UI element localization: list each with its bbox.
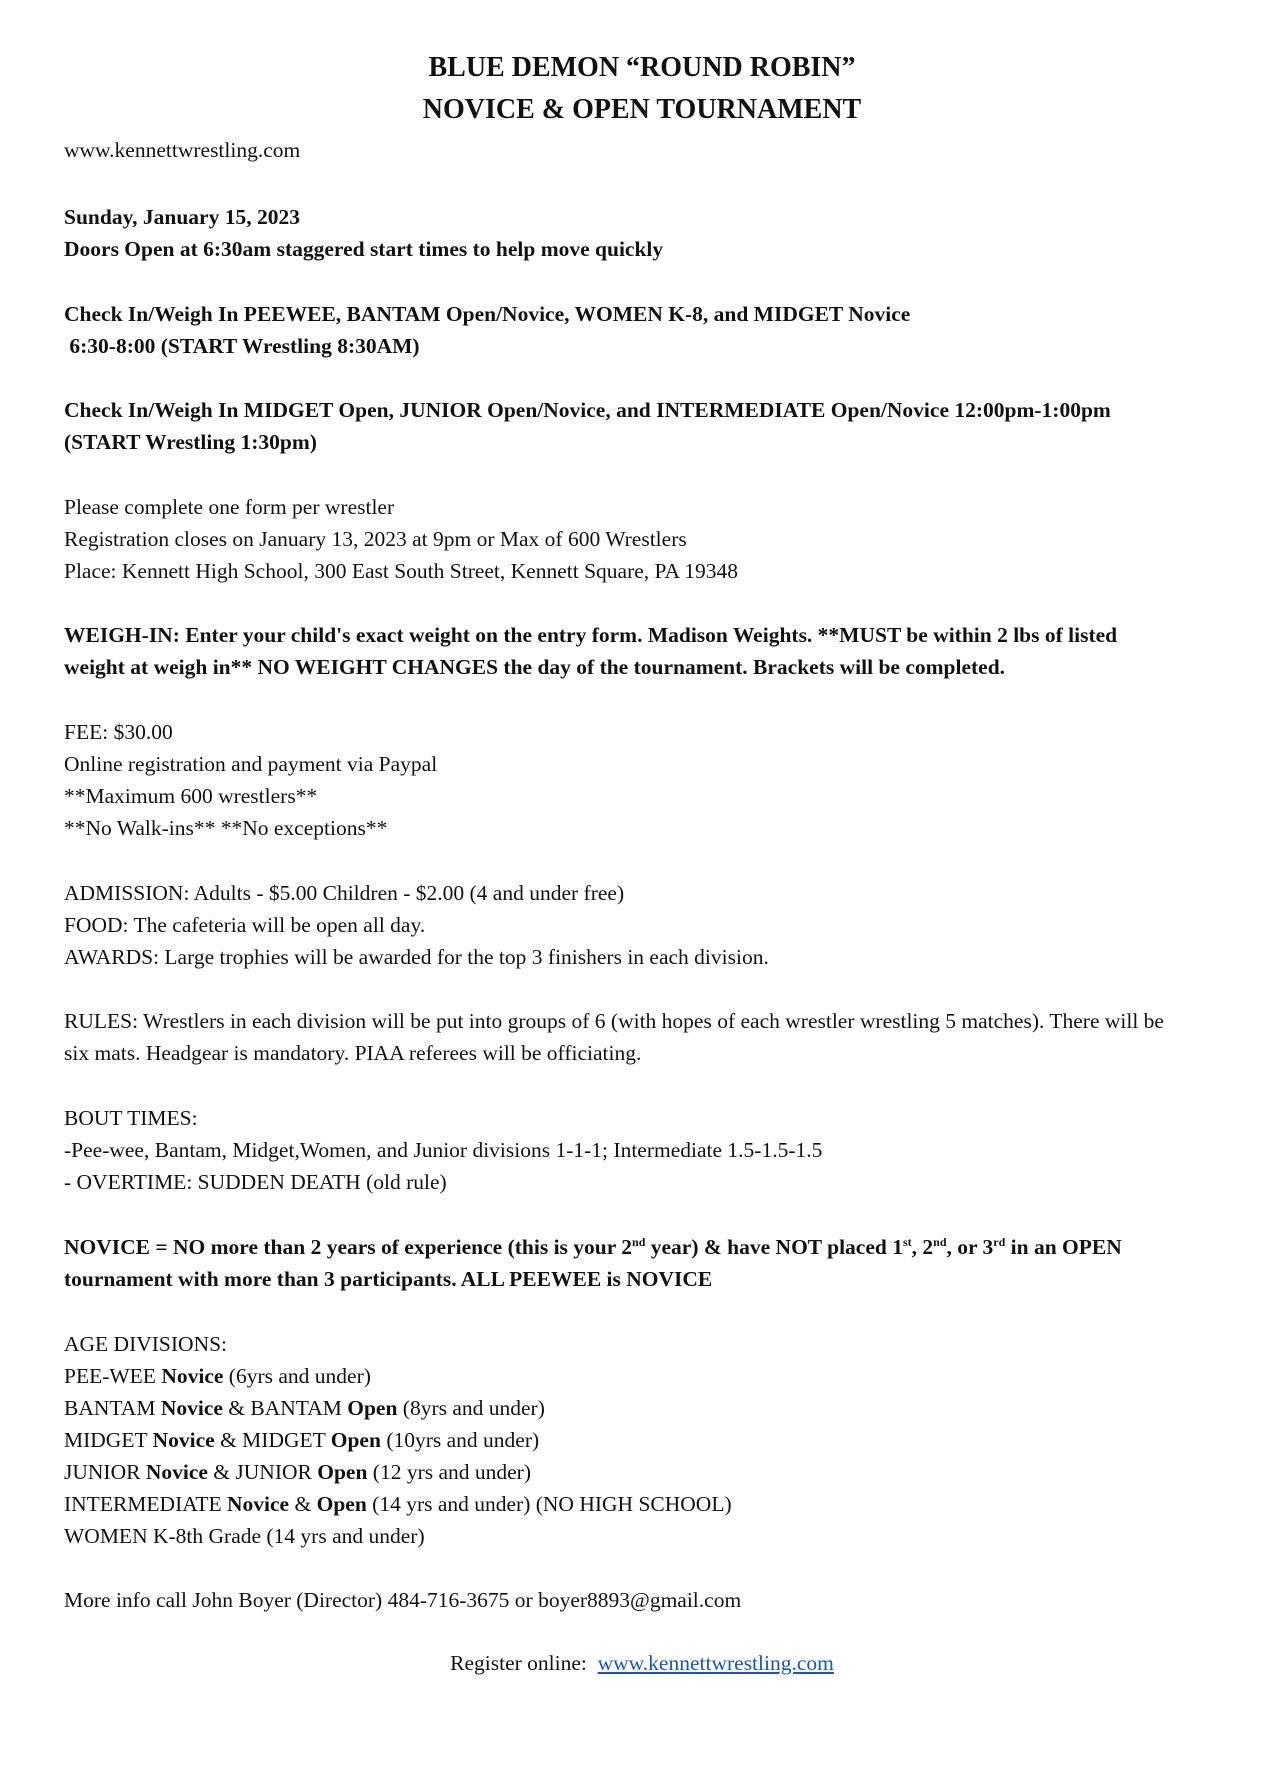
bout-times-title: BOUT TIMES: [64,1106,198,1130]
title-line-1: BLUE DEMON “ROUND ROBIN” [428,52,856,83]
novice-text-part: year) & have NOT placed 1 [645,1235,903,1259]
fee-online-text: Online registration and payment via Paypal [64,752,438,776]
fee-no-walkins-text: **No Walk-ins** **No exceptions** [64,816,388,840]
admission-text: ADMISSION: Adults - $5.00 Children - $2.00 (4 and under free) [64,881,625,905]
age-text: PEE-WEE [64,1364,162,1388]
age-division-women: WOMEN K-8th Grade (14 yrs and under) [64,1524,425,1548]
age-text: & JUNIOR [207,1460,318,1484]
age-division-midget [64,1426,539,1454]
age-text: INTERMEDIATE [64,1492,228,1516]
novice-definition-2: tournament with more than 3 participants. ALL PEEWEE is NOVICE [64,1267,713,1291]
title-line-2: NOVICE & OPEN TOURNAMENT [422,94,862,125]
checkin-session-2: Check In/Weigh In MIDGET Open, JUNIOR Open/Novice, and INTERMEDIATE Open/Novice 12:00pm-1:00pm [64,398,1111,422]
age-divisions-title: AGE DIVISIONS: [64,1332,228,1356]
food-text: FOOD: The cafeteria will be open all day. [64,913,426,937]
age-bold-text: Novice [227,1492,290,1516]
info-registration-text: Registration closes on January 13, 2023 at 9pm or Max of 600 Wrestlers [64,527,687,551]
age-text: & BANTAM [222,1396,348,1420]
novice-superscript: st [902,1234,912,1249]
checkin-session-1: Check In/Weigh In PEEWEE, BANTAM Open/Novice, WOMEN K-8, and MIDGET Novice [64,302,911,326]
weigh-in-text: WEIGH-IN: Enter your child's exact weight on the entry form. Madison Weights. **MUST be within 2 lbs of listed [64,623,1118,647]
bout-times-line-2: - OVERTIME: SUDDEN DEATH (old rule) [64,1170,447,1194]
rules-text-2: six mats. Headgear is mandatory. PIAA referees will be officiating. [64,1041,642,1065]
info-form-text: Please complete one form per wrestler [64,495,395,519]
age-text: (12 yrs and under) [367,1460,531,1484]
age-text: (14 yrs and under) (NO HIGH SCHOOL) [366,1492,732,1516]
register-online [0,1651,1284,1676]
bout-times-line-1: -Pee-wee, Bantam, Midget,Women, and Junior divisions 1-1-1; Intermediate 1.5-1.5-1.5 [64,1138,823,1162]
contact-info: More info call John Boyer (Director) 484-716-3675 or boyer8893@gmail.com [64,1588,742,1612]
checkin-session-1-time: 6:30-8:00 (START Wrestling 8:30AM) [64,334,420,358]
novice-superscript: rd [993,1234,1006,1249]
age-text: JUNIOR [64,1460,146,1484]
rules-text: RULES: Wrestlers in each division will be put into groups of 6 (with hopes of each wrestler wrestling 5 matches). There will be [64,1009,1164,1033]
age-text: (10yrs and under) [380,1428,540,1452]
age-text: & MIDGET [214,1428,331,1452]
age-bold-text: Open [347,1396,398,1420]
novice-text-part: in an OPEN [1005,1235,1122,1259]
age-bold-text: Open [317,1460,368,1484]
novice-text-part: , or 3 [946,1235,994,1259]
fee-max-text: **Maximum 600 wrestlers** [64,784,318,808]
fee-text: FEE: $30.00 [64,720,173,744]
age-bold-text: Open [316,1492,367,1516]
age-text: (6yrs and under) [223,1364,371,1388]
age-bold-text: Novice [161,1364,224,1388]
age-bold-text: Novice [145,1460,208,1484]
register-label: Register online: [450,1651,598,1675]
event-date: Sunday, January 15, 2023 [64,205,300,229]
info-place-text: Place: Kennett High School, 300 East South Street, Kennett Square, PA 19348 [64,559,738,583]
age-bold-text: Novice [152,1428,215,1452]
register-link[interactable]: www.kennettwrestling.com [597,1651,834,1675]
age-text: & [289,1492,317,1516]
age-bold-text: Novice [160,1396,223,1420]
awards-text: AWARDS: Large trophies will be awarded for the top 3 finishers in each division. [64,945,769,969]
age-division-bantam [64,1394,545,1422]
age-division-junior [64,1458,531,1486]
age-division-peewee [64,1362,371,1390]
age-text: BANTAM [64,1396,161,1420]
website-text: www.kennettwrestling.com [64,138,301,162]
novice-text-part: NOVICE = NO more than 2 years of experience (this is your 2 [64,1235,633,1259]
novice-text-part: , 2 [911,1235,934,1259]
age-bold-text: Open [330,1428,381,1452]
age-text: MIDGET [64,1428,153,1452]
doors-open-text: Doors Open at 6:30am staggered start times to help move quickly [64,237,664,261]
age-text: (8yrs and under) [397,1396,545,1420]
checkin-session-2-time: (START Wrestling 1:30pm) [64,430,317,454]
novice-superscript: nd [933,1234,947,1249]
age-division-intermediate [64,1490,732,1518]
novice-superscript: nd [632,1234,646,1249]
novice-definition [64,1233,1122,1261]
weigh-in-text-2: weight at weigh in** NO WEIGHT CHANGES the day of the tournament. Brackets will be completed. [64,655,1006,679]
